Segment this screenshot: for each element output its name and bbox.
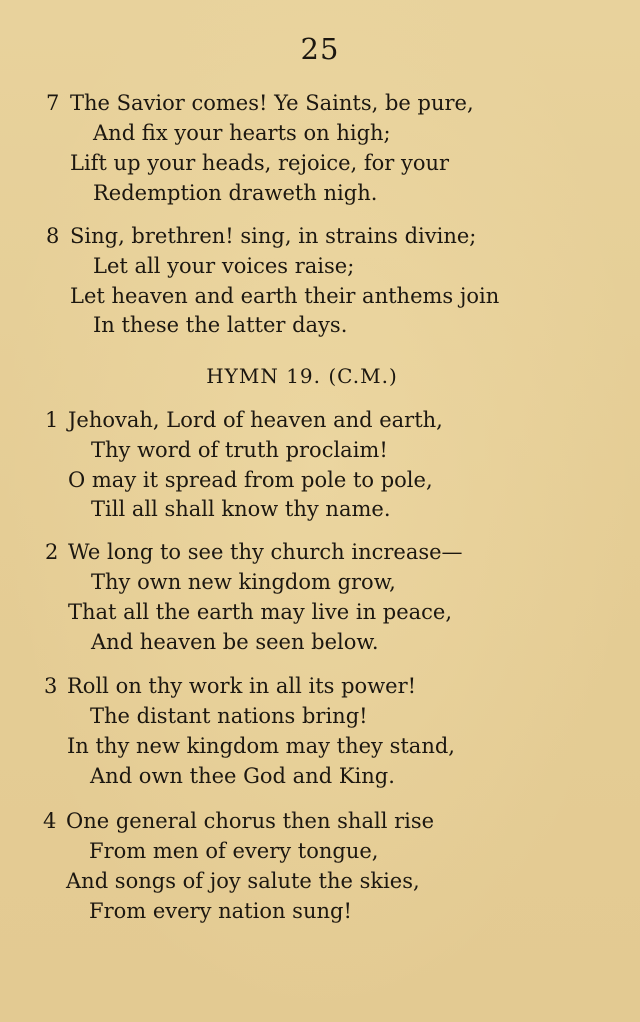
- verse-line: We long to see thy church increase—: [68, 540, 463, 564]
- page-number: 25: [300, 32, 340, 66]
- verse-number: 1: [45, 408, 59, 432]
- verse-line: And heaven be seen below.: [91, 630, 379, 654]
- verse-line: Sing, brethren! sing, in strains divine;: [70, 224, 477, 248]
- verse-number: 2: [45, 540, 59, 564]
- verse-line: From every nation sung!: [89, 899, 352, 923]
- verse-line: Roll on thy work in all its power!: [67, 674, 417, 698]
- verse-line: Let heaven and earth their anthems join: [70, 284, 500, 308]
- verse-line: And songs of joy salute the skies,: [66, 869, 420, 893]
- hymn-title: HYMN 19. (C.M.): [206, 364, 398, 388]
- verse-line: Redemption draweth nigh.: [93, 181, 378, 205]
- verse-line: One general chorus then shall rise: [66, 809, 435, 833]
- verse-line: Let all your voices raise;: [93, 254, 355, 278]
- verse-line: The Savior comes! Ye Saints, be pure,: [70, 91, 474, 115]
- verse-line: Till all shall know thy name.: [91, 497, 391, 521]
- verse-line: That all the earth may live in peace,: [68, 600, 453, 624]
- verse-line: Lift up your heads, rejoice, for your: [70, 151, 450, 175]
- verse-number: 7: [46, 91, 60, 115]
- verse-line: Jehovah, Lord of heaven and earth,: [68, 408, 443, 432]
- verse-line: In these the latter days.: [93, 313, 348, 337]
- verse-line: And fix your hearts on high;: [93, 121, 391, 145]
- verse-line: Thy word of truth proclaim!: [91, 438, 388, 462]
- verse-number: 4: [43, 809, 57, 833]
- verse-line: And own thee God and King.: [90, 764, 395, 788]
- verse-line: From men of every tongue,: [89, 839, 379, 863]
- verse-line: Thy own new kingdom grow,: [91, 570, 396, 594]
- verse-number: 3: [44, 674, 58, 698]
- verse-line: The distant nations bring!: [90, 704, 368, 728]
- verse-line: O may it spread from pole to pole,: [68, 468, 433, 492]
- verse-number: 8: [46, 224, 60, 248]
- verse-line: In thy new kingdom may they stand,: [67, 734, 455, 758]
